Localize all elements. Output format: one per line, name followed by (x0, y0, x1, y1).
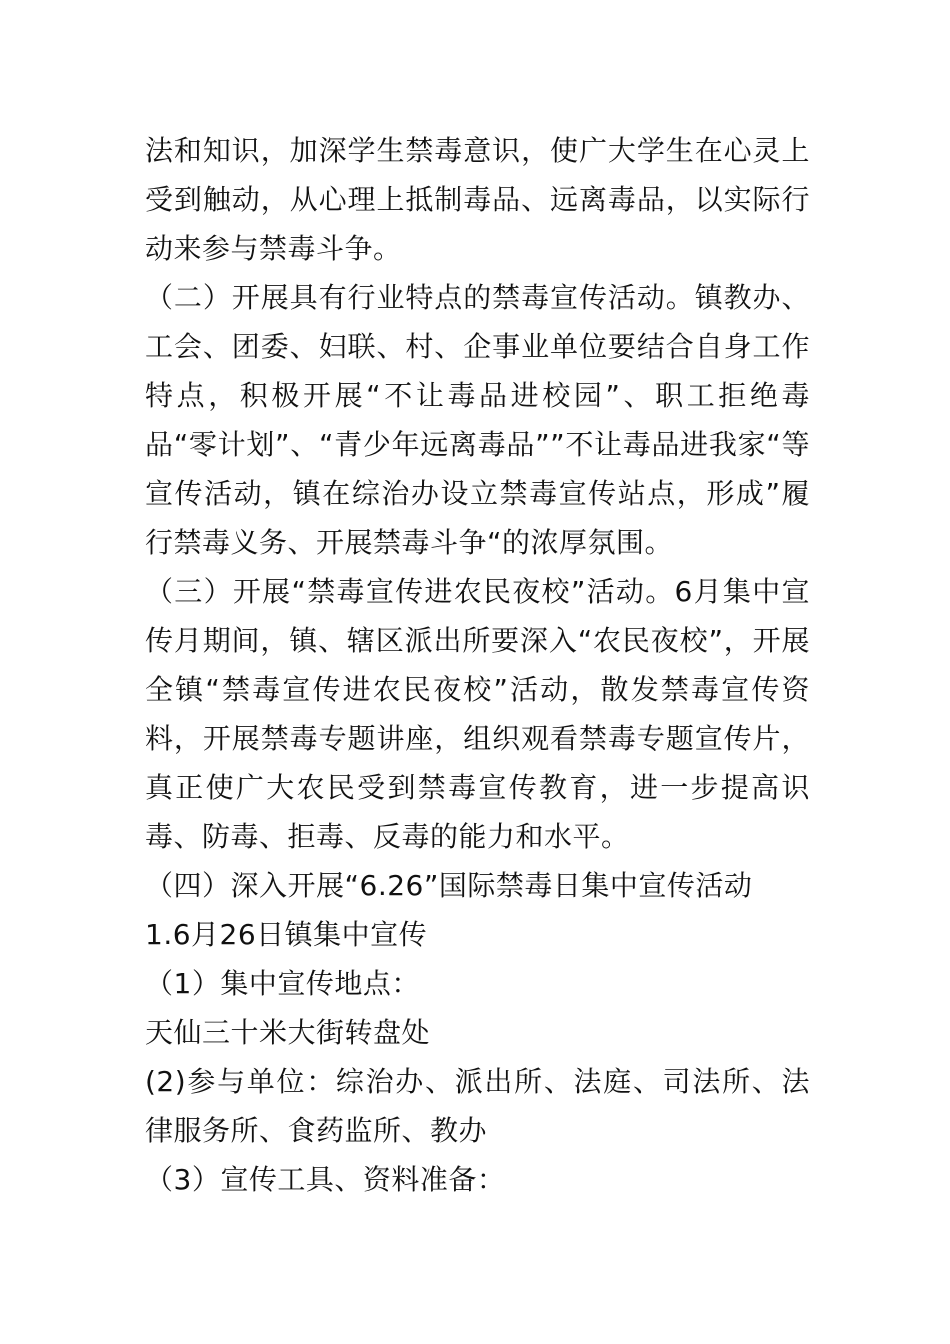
paragraph-2: （二）开展具有行业特点的禁毒宣传活动。镇教办、工会、团委、妇联、村、企事业单位要结合自身工作特点，积极开展“不让毒品进校园”、职工拒绝毒品“零计划”、“青少年远离毒品””不让毒品进我家“等宣传活动，镇在综治办设立禁毒宣传站点，形成”履行禁毒义务、开展禁毒斗争“的浓厚氛围。 (145, 281, 810, 559)
paragraph-5: 1.6月26日镇集中宣传 (145, 918, 428, 951)
paragraph-7: 天仙三十米大街转盘处 (145, 1016, 431, 1049)
paragraph-1: 法和知识，加深学生禁毒意识，使广大学生在心灵上受到触动，从心理上抵制毒品、远离毒品，以实际行动来参与禁毒斗争。 (145, 134, 810, 265)
paragraph-8: (2)参与单位：综治办、派出所、法庭、司法所、法律服务所、食药监所、教办 (145, 1065, 810, 1147)
paragraph-9: （3）宣传工具、资料准备： (145, 1163, 506, 1196)
paragraph-4: （四）深入开展“6.26”国际禁毒日集中宣传活动 (145, 869, 753, 902)
paragraph-3: （三）开展“禁毒宣传进农民夜校”活动。6月集中宣传月期间，镇、辖区派出所要深入“农民夜校”，开展全镇“禁毒宣传进农民夜校”活动，散发禁毒宣传资料，开展禁毒专题讲座，组织观看禁毒专题宣传片，真正使广大农民受到禁毒宣传教育，进一步提高识毒、防毒、拒毒、反毒的能力和水平。 (145, 575, 810, 853)
paragraph-6: （1）集中宣传地点： (145, 967, 420, 1000)
document-body (145, 126, 810, 1204)
